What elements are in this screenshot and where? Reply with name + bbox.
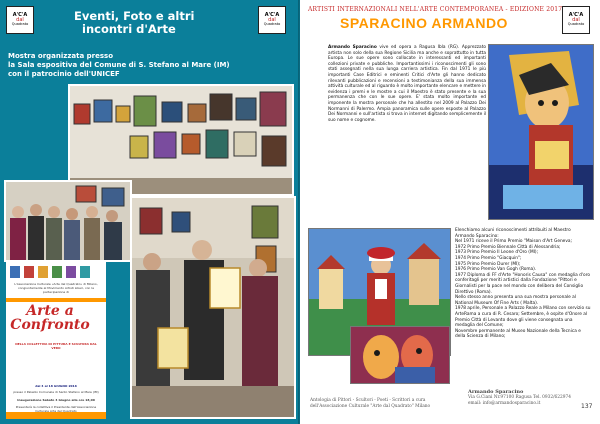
poster-dates: dal 4 al 18 GIUGNO 2016 (35, 384, 77, 388)
catalog-header: ARTISTI INTERNAZIONALI NELL'ARTE CONTEMPORANEA - EDIZIONE 2017 (308, 6, 563, 13)
anthology-footer: Antologia di Pittori - Scultori - Poeti - Scrittori a cura dell'Associazione Culturale "Arte dal Quadrato" Milano (310, 398, 431, 409)
logo-text-mid: dal (16, 16, 24, 23)
section-title-line-1: Eventi, Foto e altri (74, 9, 195, 23)
poster-opening: Inaugurazione Sabato 4 Giugno alle ore 18,00 (17, 398, 95, 402)
poster-organizer-text: L'Associazione Culturale «Arte del Quadrato» di Milano, congiuntamente al Movimento Artisti Liberi, con la partecipazione di (14, 282, 98, 294)
logo-text-mid: dal (268, 16, 276, 23)
bio-artist-name: Armando Sparacino (328, 45, 377, 50)
awards-item: 1973 Primo Premio Il Leone d'Oro (MI); (455, 250, 539, 256)
contact-name: Armando Sparacino (468, 389, 524, 395)
logo-text-bot: Quadrato (11, 22, 29, 27)
exhibition-wall-illustration (70, 86, 292, 194)
association-logo-right (562, 6, 590, 34)
awards-item: 1977 Diploma di FF d'Arte "Honoris Causa" con medaglia d'oro conferitagli per meriti artistici dalla Fondazione "Pittori e Giornalisti per la pace nel mondo con delibera del Consiglio Direttivo (Roma). (455, 272, 590, 295)
awards-item: 1974 Primo Premio "Giacquin"; (455, 255, 522, 261)
page-number: 137 (581, 403, 593, 410)
awards-item: Nel 1971 riceve il Primo Premio "Maison d'Art Geneva; (455, 239, 572, 245)
awards-item: 1978 aprile, Personale a Palazzo Reale a Milano con servizio su ArteRama a cura di R. Cesaro; Settembre, è ospite d'Onore al Premio Città di Levanto dove gli viene consegnata una medaglia del Comune; (455, 306, 591, 329)
logo-text-bot: Quadrato (567, 22, 585, 27)
poster-place: presso il Palazzo Comunale di Santo Stefano al Mare (IM) (13, 390, 99, 394)
intro-line-1: Mostra organizzata presso (8, 52, 114, 60)
poster-extra: Presenterà la collettiva il Presidente dell'Associazione Culturale Arte del Quadrato (15, 405, 97, 413)
section-title-line-2: incontri d'Arte (82, 22, 176, 36)
event-poster (6, 262, 106, 419)
award-ceremony-illustration (132, 198, 294, 417)
association-logo-left-2 (258, 6, 286, 34)
group-photo (4, 180, 132, 262)
contact-address: Via G.Ciani Nr.97100 Ragusa Tel. 0932/622974 (468, 395, 571, 400)
logo-text-top: A'C'A (264, 11, 280, 18)
painting-abstract-figures (350, 326, 450, 384)
awards-item: 1976 Primo Premio Van Gogh (Roma). (455, 267, 537, 273)
painting-abstract-illustration (351, 327, 450, 384)
section-title (74, 10, 234, 36)
awards-item: 1972 Primo Premio Biennale Città di Alessandria; (455, 244, 561, 250)
contact-email[interactable]: email: info@armandosparacino.it (468, 401, 541, 406)
intro-line-3: con il patrocinio dell'UNICEF (8, 70, 120, 78)
logo-text-top: A'C'A (12, 11, 28, 18)
awards-item: 1975 Primo Premio Durer (MI); (455, 261, 521, 267)
logo-text-mid: dal (572, 16, 580, 23)
intro-line-2: la Sala espositiva del Comune di S. Stefano al Mare (IM) (8, 61, 230, 69)
award-ceremony-photo (130, 196, 296, 419)
artist-biography (328, 45, 486, 123)
exhibition-intro (8, 52, 238, 79)
awards-item: Elenchiamo alcuni riconoscimenti attribuiti al Maestro Armando Sparacino: (455, 228, 571, 239)
association-logo-left (6, 6, 34, 34)
bio-text: vive ed opera a Ragusa Ibla (RG). Apprezzato artista non solo della sua Regione Sicilia ma anche e soprattutto in tutta Europa. Le sue opere sono collocate in interessanti ed importanti collezioni private e pubbliche. Importantissimi i riconoscimenti gli sono stati assegnati nella sua lunga carriera artistica. Fin dal 1971 le più importanti Case Editrici e eminenti Critici d'Arte gli hanno dedicato rilevanti pubblicazioni e recensioni a testimonianza della sua immensa attività culturale ed al riguardo è molto importante elencare e mettere in evidenza i premi e le mostre a cui il Maestro è stato presente e la sua permanenza che con le sue opere. E' stata molto importante ed imponente la mostra personale che ha allestito nel 2009 al Palazzo Dei Normanni di Palermo. Ampia panoramica sulle opere esposte al Palazzo Dei Normanni e sull'artista si trova in internet digitando semplicemente il suo nome e cognome. (328, 45, 487, 123)
awards-list (455, 228, 591, 340)
awards-item: Nello stesso anno presenta una sua mostra personale al National Museum Of Fine Arts ( Malta). (455, 295, 576, 306)
poster-subtitle: NELLA COLLETTIVA DI PITTURA E SCULTURA DAL VERO (15, 342, 97, 350)
artist-name: SPARACINO ARMANDO (340, 15, 508, 31)
artist-contact (468, 389, 588, 407)
painting-woman-illustration (489, 45, 594, 220)
logo-text-bot: Quadrato (263, 22, 281, 27)
awards-item: Novembre permanente al Museo Nazionale della Tecnica e della Scienza di Milano; (455, 328, 581, 340)
group-photo-illustration (6, 182, 130, 260)
poster-title: Arte a Confronto (10, 303, 90, 333)
painting-woman-portrait (488, 44, 594, 220)
logo-text-top: A'C'A (568, 11, 584, 18)
